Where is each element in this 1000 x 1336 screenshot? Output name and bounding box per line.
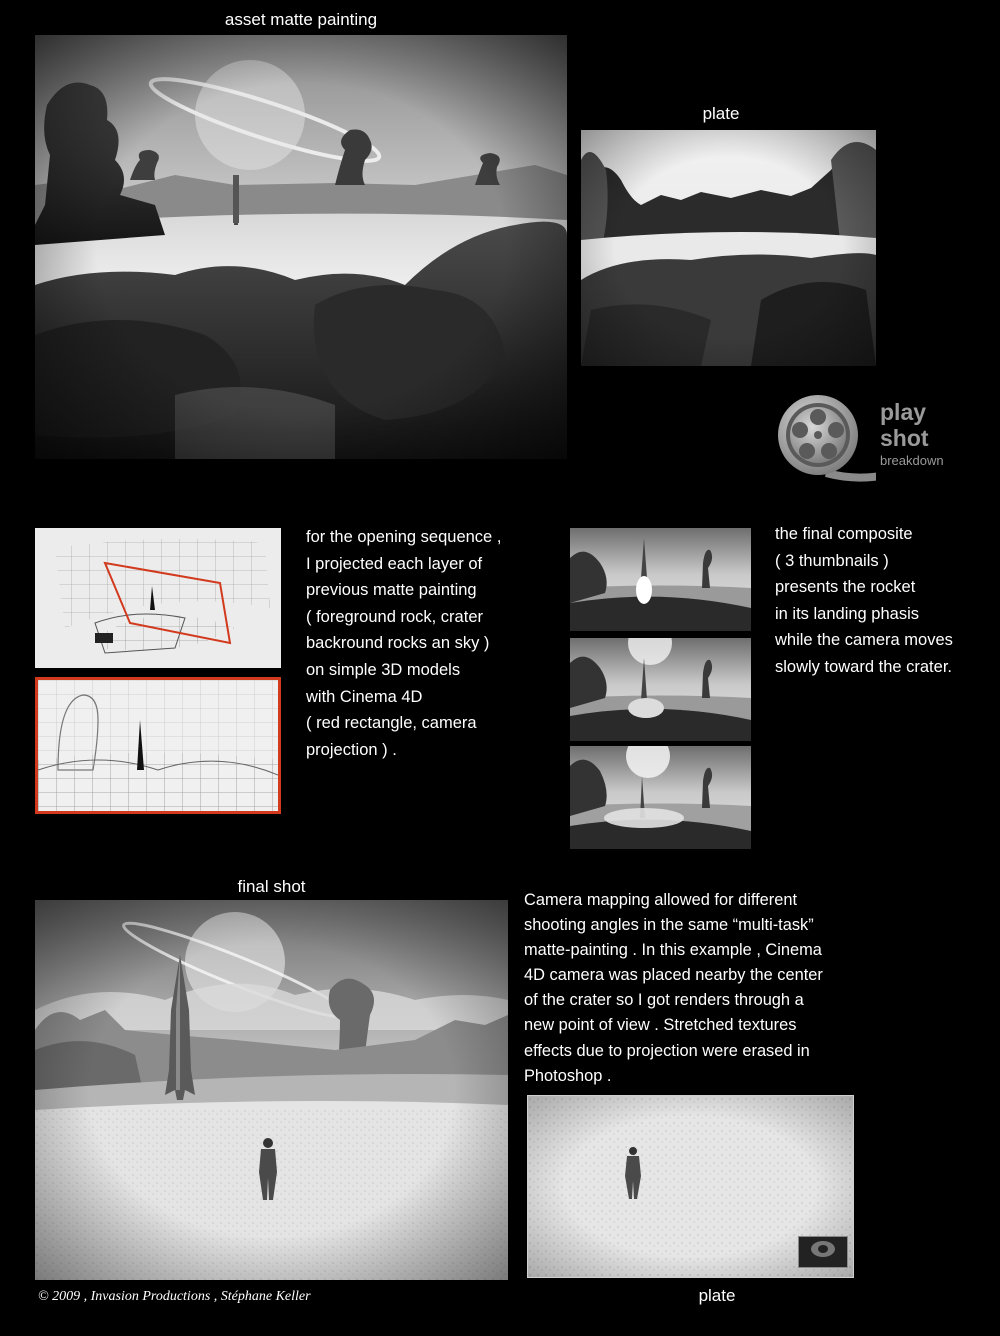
text-line: presents the rocket — [775, 578, 916, 597]
final-shot-image — [35, 900, 508, 1280]
invasion-watermark-logo — [798, 1236, 848, 1268]
text-line: while the camera moves — [775, 631, 953, 650]
composite-thumbnail-2 — [570, 638, 751, 741]
final-composite-text — [775, 521, 995, 681]
text-line: previous matte painting — [306, 581, 477, 600]
text-line: with Cinema 4D — [306, 687, 423, 706]
plate-top-image — [581, 130, 876, 366]
text-line: on simple 3D models — [306, 660, 461, 679]
text-line: shooting angles in the same “multi-task” — [524, 916, 814, 935]
text-line: Camera mapping allowed for different — [524, 891, 798, 909]
asset-matte-painting-image — [35, 35, 567, 459]
logo-shot-text: shot — [880, 425, 929, 451]
text-line: matte-painting . In this example , Cinema — [524, 941, 822, 960]
text-line: new point of view . Stretched textures — [524, 1016, 797, 1035]
composite-thumbnail-1 — [570, 528, 751, 631]
plate-bottom-label: plate — [698, 1286, 736, 1305]
text-line: for the opening sequence , — [306, 528, 502, 546]
text-line: 4D camera was placed nearby the center — [524, 966, 823, 985]
text-line: effects due to projection were erased in — [524, 1041, 810, 1060]
text-line: ( foreground rock, crater — [306, 607, 483, 626]
final-shot-caption: final shot — [237, 877, 306, 896]
text-line: Photoshop . — [524, 1066, 612, 1085]
logo-breakdown-text: breakdown — [880, 453, 944, 468]
text-line: slowly toward the crater. — [775, 657, 952, 676]
opening-sequence-text — [306, 524, 556, 763]
plate-bottom-image — [527, 1095, 854, 1278]
plate-top-caption: plate — [702, 104, 740, 123]
text-line: ( 3 thumbnails ) — [775, 551, 889, 570]
film-reel-icon — [776, 393, 876, 485]
text-line: of the crater so I got renders through a — [524, 991, 804, 1010]
text-line: I projected each layer of — [306, 554, 483, 573]
camera-mapping-text — [524, 888, 884, 1089]
text-line: the final composite — [775, 525, 913, 543]
wireframe-screenshot-top — [35, 528, 281, 668]
text-line: backround rocks an sky ) — [306, 634, 490, 653]
text-line: in its landing phasis — [775, 604, 920, 623]
asset-matte-painting-caption: asset matte painting — [224, 10, 378, 29]
copyright-text: © 2009 , Invasion Productions , Stéphane Keller — [38, 1289, 311, 1304]
wireframe-screenshot-bottom-highlighted — [35, 677, 281, 814]
text-line: ( red rectangle, camera — [306, 714, 477, 733]
plate-bottom-caption — [527, 1286, 907, 1306]
logo-play-text: play — [880, 399, 927, 425]
composite-thumbnail-3 — [570, 746, 751, 849]
play-shot-breakdown-button[interactable] — [776, 393, 976, 485]
text-line: projection ) . — [306, 740, 397, 759]
